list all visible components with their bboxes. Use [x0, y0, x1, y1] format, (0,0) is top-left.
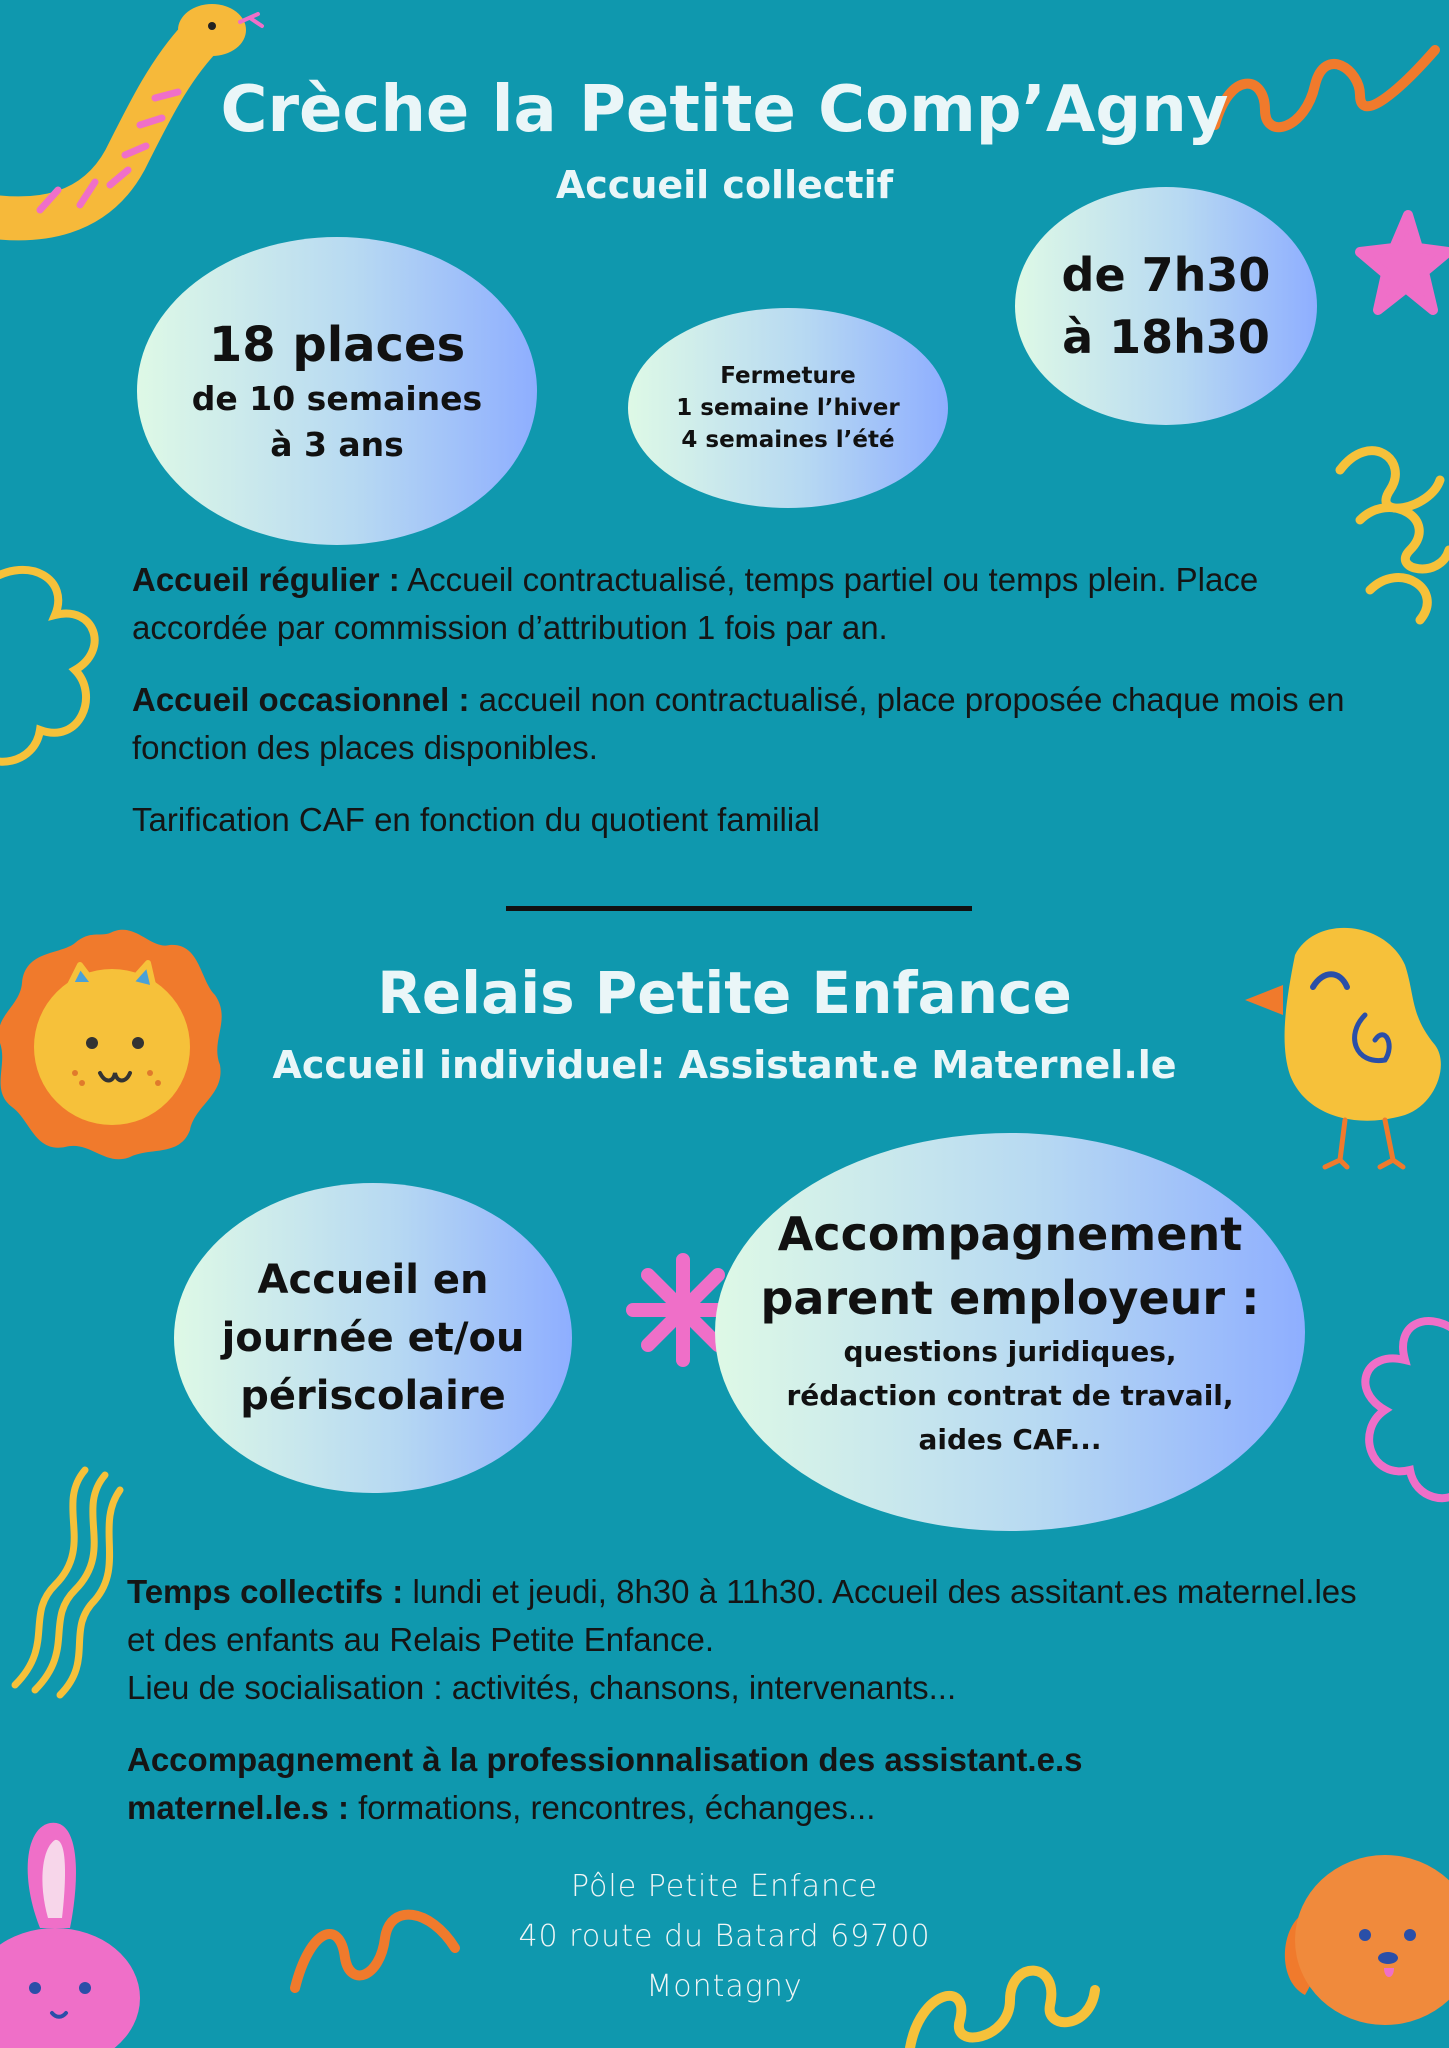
relais-subtitle: Accueil individuel: Assistant.e Maternel.le: [272, 1043, 1177, 1087]
employer-support-item3: aides CAF...: [918, 1423, 1102, 1456]
closure-winter: 1 semaine l’hiver: [676, 395, 900, 421]
relais-title: Relais Petite Enfance: [377, 959, 1072, 1027]
occasional-care-text: accueil non contractualisé, place proposée chaque mois en fonction des places disponibles.: [132, 681, 1345, 766]
creche-subtitle: Accueil collectif: [555, 163, 894, 207]
wavy-lines-illustration: [15, 1470, 125, 1700]
flower-outline-illustration: [0, 560, 110, 770]
professionalisation-label: Accompagnement à la professionnalisation des assistant.e.s maternel.le.s :: [127, 1741, 1083, 1826]
employer-support-title: Accompagnement: [777, 1207, 1243, 1261]
closure-summer: 4 semaines l’été: [681, 427, 895, 453]
places-age-to: à 3 ans: [270, 425, 404, 464]
collective-time-label: Temps collectifs :: [127, 1573, 404, 1610]
hours-from: de 7h30: [1061, 248, 1271, 302]
footer-street: 40 route du Batard 69700: [518, 1919, 931, 1954]
places-age-from: de 10 semaines: [191, 379, 483, 418]
socialisation-line: Lieu de socialisation : activités, chansons, intervenants...: [127, 1669, 957, 1706]
regular-care-text: Accueil contractualisé, temps partiel ou temps plein. Place accordée par commission d’attribution 1 fois par an.: [132, 561, 1259, 646]
employer-support-item2: rédaction contrat de travail,: [786, 1379, 1234, 1412]
employer-support-bubble: [715, 1133, 1305, 1531]
employer-support-subtitle: parent employeur :: [760, 1271, 1260, 1325]
day-care-line1: Accueil en: [257, 1257, 489, 1303]
places-count: 18 places: [208, 317, 466, 373]
collective-time-paragraph: [127, 1568, 1367, 1712]
professionalisation-paragraph: [127, 1736, 1257, 1832]
regular-care-label: Accueil régulier :: [132, 561, 400, 598]
day-care-line2: journée et/ou: [221, 1315, 525, 1361]
pink-star-illustration: [1358, 210, 1448, 320]
collective-time-text: lundi et jeudi, 8h30 à 11h30. Accueil des assitant.es maternel.les et des enfants au Relais Petite Enfance.: [127, 1573, 1357, 1658]
pricing-paragraph: Tarification CAF en fonction du quotient familial: [132, 801, 820, 838]
closure-label: Fermeture: [720, 363, 856, 389]
day-care-bubble: [174, 1183, 572, 1493]
closure-bubble: [628, 308, 948, 508]
creche-title: Crèche la Petite Comp’Agny: [220, 73, 1229, 147]
occasional-care-paragraph: [132, 676, 1382, 772]
footer-city: Montagny: [646, 1969, 803, 2004]
hours-bubble: [1015, 187, 1317, 425]
regular-care-paragraph: [132, 556, 1352, 652]
employer-support-item1: questions juridiques,: [843, 1335, 1177, 1368]
footer-org-name: Pôle Petite Enfance: [571, 1869, 878, 1904]
day-care-line3: périscolaire: [240, 1373, 506, 1419]
professionalisation-text: formations, rencontres, échanges...: [348, 1789, 876, 1826]
pink-flower-outline-illustration: [1345, 1310, 1449, 1510]
hours-to: à 18h30: [1062, 310, 1270, 364]
places-bubble: [137, 237, 537, 545]
occasional-care-label: Accueil occasionnel :: [132, 681, 470, 718]
footer-address: [0, 1862, 1449, 2012]
section-divider: [506, 906, 972, 911]
